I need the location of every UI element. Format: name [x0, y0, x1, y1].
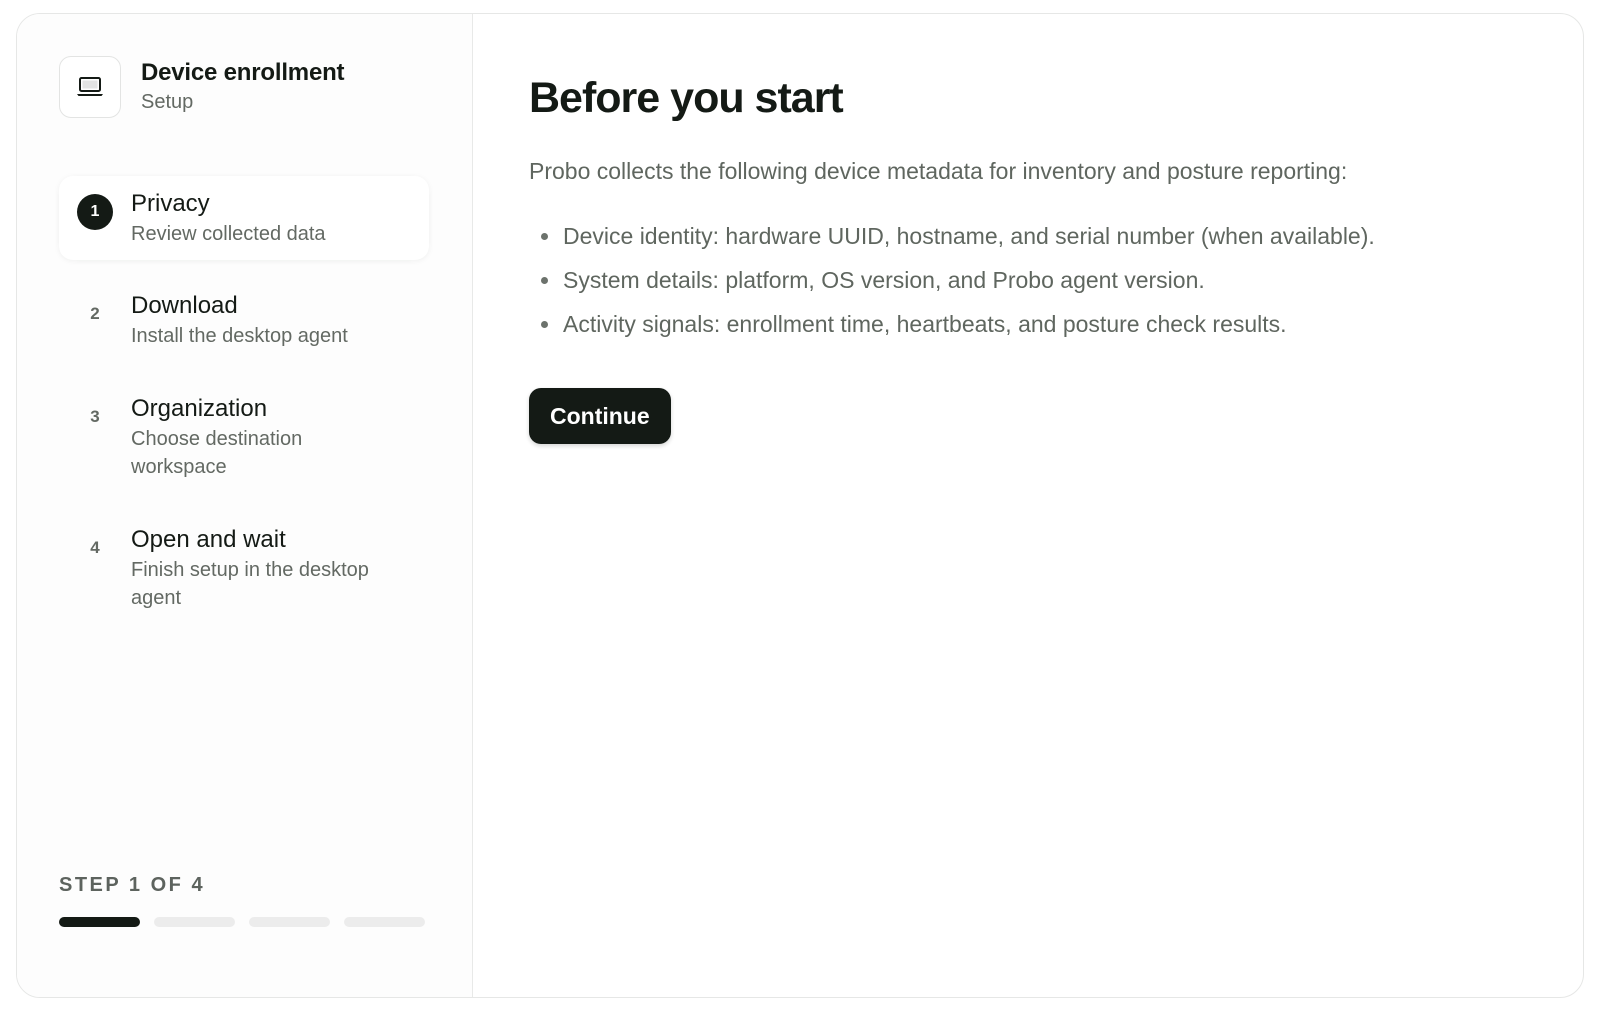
step-number-badge: 1: [77, 194, 113, 230]
progress-segment: [59, 917, 140, 927]
step-description: Review collected data: [131, 223, 326, 245]
page-title: Before you start: [529, 74, 843, 122]
step-title: Organization: [131, 395, 268, 422]
step-title: Open and wait: [131, 526, 286, 553]
step-number: 4: [90, 538, 100, 557]
step-number: 2: [90, 304, 100, 323]
progress-segment: [249, 917, 330, 927]
step-counter: STEP 1 OF 4: [59, 874, 206, 896]
step-progress: [59, 874, 429, 927]
step-open-and-wait[interactable]: [59, 512, 429, 624]
list-item: Activity signals: enrollment time, heartbeats, and posture check results.: [529, 302, 1527, 346]
collected-data-list: [529, 214, 1527, 346]
step-download[interactable]: [59, 278, 429, 362]
list-item: System details: platform, OS version, and Probo agent version.: [529, 258, 1527, 302]
laptop-icon: [59, 56, 121, 118]
brand-header: [59, 56, 344, 118]
main-panel: [473, 14, 1583, 997]
step-description: Install the desktop agent: [131, 325, 348, 347]
continue-button[interactable]: Continue: [529, 388, 671, 444]
step-number: 3: [90, 407, 100, 426]
list-item: Device identity: hardware UUID, hostname, and serial number (when available).: [529, 214, 1527, 258]
step-description: Finish setup in the desktop agent: [131, 559, 369, 609]
progress-segment: [154, 917, 235, 927]
app-subtitle: Setup: [141, 91, 194, 113]
sidebar: [17, 14, 473, 997]
step-title: Download: [131, 292, 238, 319]
step-description: Choose destination workspace: [131, 428, 303, 478]
enrollment-card: [16, 13, 1584, 998]
intro-text: Probo collects the following device metadata for inventory and posture reporting:: [529, 158, 1348, 184]
app-title: Device enrollment: [141, 59, 345, 86]
step-list: [59, 176, 429, 624]
progress-bars: [59, 917, 429, 927]
step-title: Privacy: [131, 190, 210, 217]
step-privacy[interactable]: [59, 176, 429, 260]
progress-segment: [344, 917, 425, 927]
step-organization[interactable]: [59, 381, 429, 493]
